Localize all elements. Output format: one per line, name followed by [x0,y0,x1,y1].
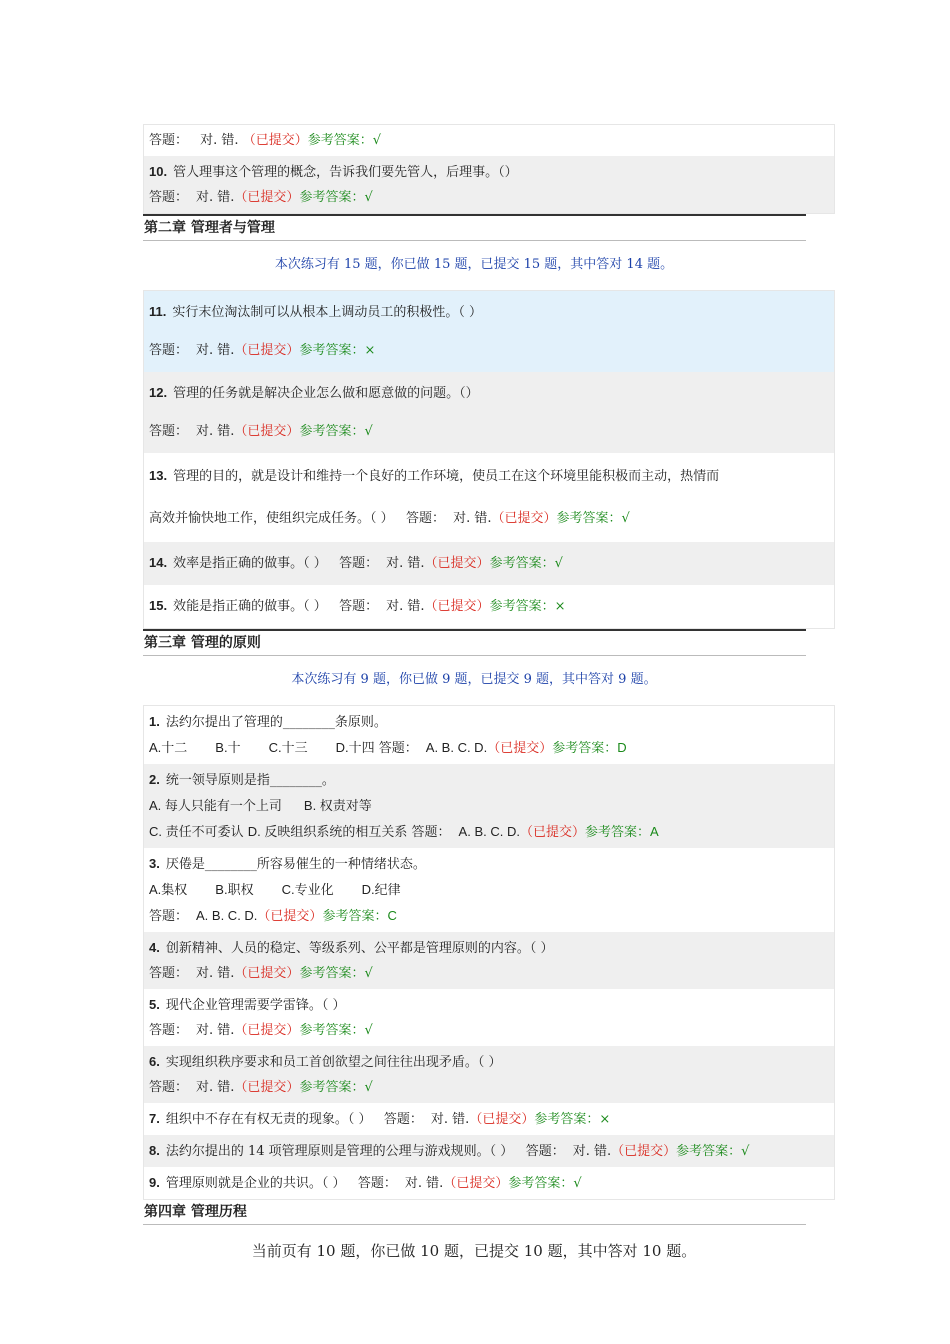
question-text: 厌倦是________所容易催生的一种情绪状态。 [165,857,426,872]
question-text: 创新精神、人员的稳定、等级系列、公平都是管理原则的内容。（ ） [165,941,554,956]
answer-label: 答题： [149,424,189,439]
option-c[interactable]: C.十三 [268,740,308,755]
answer-options[interactable]: 对. 错. [386,556,425,571]
reference-answer: D [617,740,627,755]
question-number: 15. [149,598,168,613]
reference-answer: √ [621,511,630,526]
question-number: 4. [149,940,160,955]
question-12 [144,372,834,453]
answer-options[interactable]: 对. 错. [572,1144,612,1159]
submitted-status: （已提交） [257,909,323,924]
question-text: 管理的任务就是解决企业怎么做和愿意做的问题。（） [173,386,479,401]
answer-options[interactable]: 对. 错. [404,1176,444,1191]
answer-label: 答题： [411,825,451,840]
question-answer-row [144,125,834,156]
quiz-page [143,124,835,1263]
question-13 [144,453,834,542]
question-text: 管理的目的，就是设计和维持一个良好的工作环境，使员工在这个环境里能积极而主动，热情而 [173,469,720,484]
answer-options[interactable]: 对. 错. [196,966,235,981]
question-number: 11. [149,304,167,319]
answer-options[interactable]: 对. 错. [200,133,239,148]
question-14 [144,542,834,585]
reference-label: 参考答案： [534,1112,600,1127]
reference-answer: √ [573,1176,582,1191]
answer-options[interactable]: 对. 错. [386,599,425,614]
answer-options[interactable]: A. B. C. D. [425,740,488,755]
answer-options[interactable]: 对. 错. [196,1080,235,1095]
answer-label: 答题： [357,1176,397,1191]
reference-label: 参考答案： [299,966,365,981]
answer-options[interactable]: 对. 错. [453,511,492,526]
question-7 [144,1103,834,1135]
question-text: 实现组织秩序要求和员工首创欲望之间往往出现矛盾。（ ） [165,1055,502,1070]
question-text: 实行末位淘汰制可以从根本上调动员工的积极性。（ ） [172,305,482,320]
question-text: 法约尔提出的 14 项管理原则是管理的公理与游戏规则。（ ） [165,1144,514,1159]
chapter-title: 第四章 管理历程 [143,1200,806,1225]
question-number: 3. [149,856,160,871]
reference-answer: √ [364,1080,373,1095]
submitted-status: （已提交） [234,343,300,358]
reference-label: 参考答案： [552,741,618,756]
question-number: 5. [149,997,160,1012]
reference-answer: × [599,1112,611,1127]
reference-answer: × [554,599,566,614]
question-list-ch1 [143,124,835,214]
answer-label: 答题： [525,1144,565,1159]
reference-label: 参考答案： [299,1023,365,1038]
submitted-status: （已提交） [487,741,553,756]
option-d[interactable]: D.纪律 [361,882,401,897]
answer-options[interactable]: 对. 错. [196,190,235,205]
question-9 [144,1167,834,1199]
option-a[interactable]: A. 每人只能有一个上司 [149,798,282,813]
question-number: 8. [149,1143,160,1158]
answer-options[interactable]: 对. 错. [196,1023,235,1038]
answer-label: 答题： [339,556,379,571]
answer-label: 答题： [383,1112,423,1127]
reference-label: 参考答案： [489,556,555,571]
option-c[interactable]: C.专业化 [281,882,334,897]
answer-label: 答题： [149,909,189,924]
question-number: 7. [149,1111,160,1126]
submitted-status: （已提交） [234,424,300,439]
question-6 [144,1046,834,1103]
question-text: 组织中不存在有权无责的现象。（ ） [165,1112,372,1127]
answer-options[interactable]: A. B. C. D. [196,908,258,923]
answer-options[interactable]: 对. 错. [196,424,235,439]
answer-label: 答题： [339,599,379,614]
answer-label: 答题： [378,741,418,756]
question-number: 12. [149,385,168,400]
reference-label: 参考答案： [299,1080,365,1095]
option-d[interactable]: D.十四 [335,740,375,755]
reference-answer: √ [554,556,563,571]
question-3 [144,848,834,932]
reference-answer: √ [372,133,382,148]
reference-answer: × [364,343,376,358]
question-5 [144,989,834,1046]
question-15 [144,585,834,628]
submitted-status: （已提交） [519,825,585,840]
chapter-summary: 当前页有 10 题，你已做 10 题，已提交 10 题，其中答对 10 题。 [251,1242,697,1260]
option-a[interactable]: A.十二 [149,740,188,755]
reference-answer: A [649,824,659,839]
reference-answer: √ [364,190,373,205]
option-b[interactable]: B.十 [215,740,241,755]
reference-label: 参考答案： [307,133,373,148]
chapter-title: 第三章 管理的原则 [143,629,806,656]
submitted-status: （已提交） [611,1144,677,1159]
submitted-status: （已提交） [424,556,490,571]
reference-answer: √ [364,966,373,981]
answer-label: 答题： [149,1080,189,1095]
answer-options[interactable]: A. B. C. D. [458,824,520,839]
question-text: 管理原则就是企业的共识。（ ） [165,1176,346,1191]
option-b[interactable]: B. 权责对等 [303,798,372,813]
submitted-status: （已提交） [443,1176,509,1191]
submitted-status: （已提交） [234,1023,300,1038]
reference-label: 参考答案： [556,511,622,526]
chapter-summary: 本次练习有 9 题，你已做 9 题，已提交 9 题，其中答对 9 题。 [291,672,657,687]
question-4 [144,932,834,989]
question-text: 现代企业管理需要学雷锋。（ ） [165,998,346,1013]
answer-options[interactable]: 对. 错. [196,343,235,358]
question-8 [144,1135,834,1167]
submitted-status: （已提交） [234,966,300,981]
reference-label: 参考答案： [508,1176,574,1191]
option-c[interactable]: C. 责任不可委认 [149,824,244,839]
answer-label: 答题： [149,966,189,981]
question-number: 9. [149,1175,160,1190]
reference-answer: √ [364,424,373,439]
question-list-ch3 [143,705,835,1200]
option-d[interactable]: D. 反映组织系统的相互关系 [247,824,408,839]
chapter-summary: 本次练习有 15 题，你已做 15 题，已提交 15 题，其中答对 14 题。 [274,257,674,272]
question-text: 统一领导原则是指________。 [165,773,335,788]
option-a[interactable]: A.集权 [149,882,188,897]
question-1 [144,706,834,764]
reference-answer: C [387,908,397,923]
submitted-status: （已提交） [469,1112,535,1127]
question-text: 效能是指正确的做事。（ ） [173,599,327,614]
reference-label: 参考答案： [299,190,365,205]
question-text: 法约尔提出了管理的________条原则。 [165,715,387,730]
submitted-status: （已提交） [234,190,300,205]
option-b[interactable]: B.职权 [215,882,254,897]
question-2 [144,764,834,848]
submitted-status: （已提交） [242,133,308,148]
reference-label: 参考答案： [584,825,650,840]
submitted-status: （已提交） [491,511,557,526]
reference-answer: √ [741,1144,750,1159]
question-11 [144,291,834,372]
reference-answer: √ [364,1023,373,1038]
question-number: 2. [149,772,160,787]
question-text-cont: 高效并愉快地工作，使组织完成任务。（ ） [149,511,394,526]
question-number: 14. [149,555,168,570]
question-text: 效率是指正确的做事。（ ） [173,556,327,571]
reference-label: 参考答案： [299,343,365,358]
reference-label: 参考答案： [489,599,555,614]
question-list-ch2 [143,290,835,629]
question-number: 13. [149,468,168,483]
answer-label: 答题： [149,343,189,358]
question-number: 6. [149,1054,160,1069]
question-text: 管人理事这个管理的概念，告诉我们要先管人，后理事。（） [173,165,518,180]
reference-label: 参考答案： [676,1144,742,1159]
answer-label: 答题： [406,511,446,526]
question-number: 1. [149,714,160,729]
answer-label: 答题： [149,1023,189,1038]
answer-options[interactable]: 对. 错. [430,1112,470,1127]
submitted-status: （已提交） [424,599,490,614]
question-10 [144,156,834,213]
submitted-status: （已提交） [234,1080,300,1095]
answer-label: 答题： [149,133,189,148]
reference-label: 参考答案： [299,424,365,439]
question-number: 10. [149,164,168,179]
reference-label: 参考答案： [322,909,388,924]
answer-label: 答题： [149,190,189,205]
chapter-title: 第二章 管理者与管理 [143,214,806,241]
